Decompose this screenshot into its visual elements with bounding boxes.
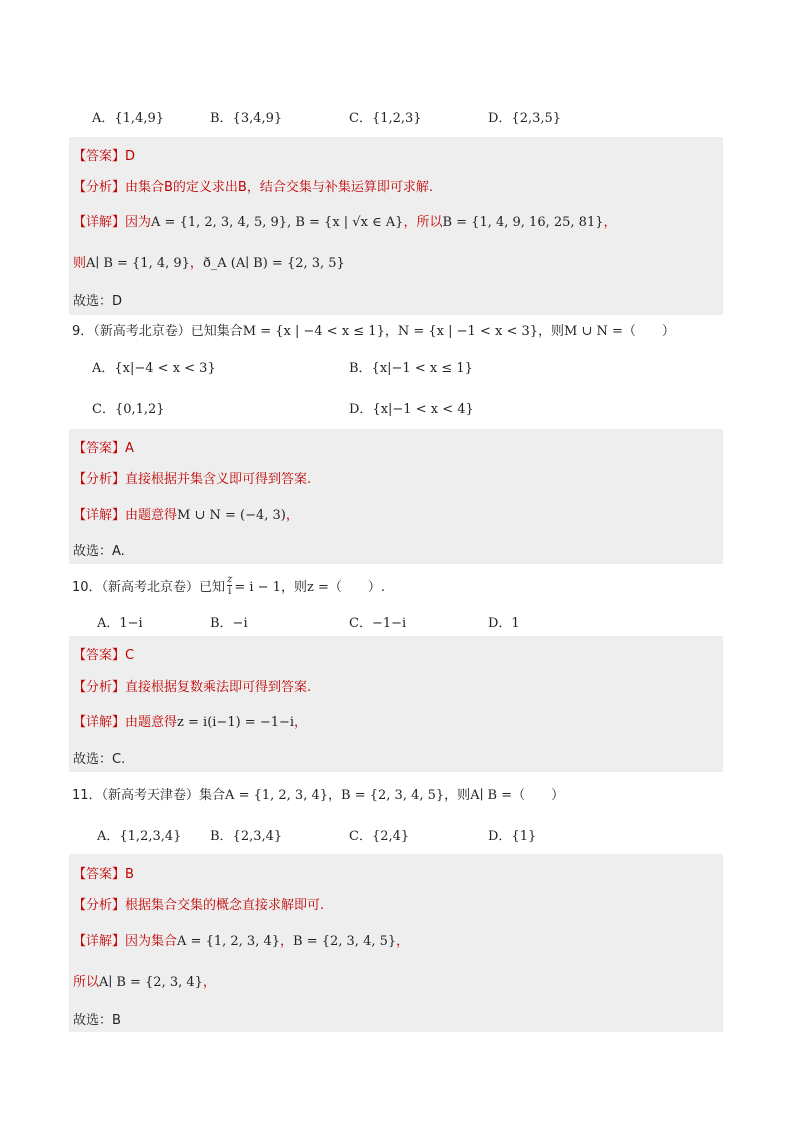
q9-option-c: C．{0,1,2} [92,402,165,417]
detail-math: A∣ B = {1, 4, 9} [86,256,190,271]
detail-tag: 【详解】 [73,934,126,949]
q10-title [72,576,385,599]
detail-tag: 【详解】 [73,715,126,730]
q9-choice-line [73,540,125,559]
q10-title-math: z = [306,580,329,595]
q11-title-text: （ ） [512,788,565,803]
q10-option-c: C．−1−i [349,616,407,631]
q9-title-math: M ∪ N = [564,324,623,339]
detail-text: 所以 [73,975,100,990]
q11-title-text: ， [328,788,342,803]
q11-option-c: C．{2,4} [349,829,410,844]
detail-math: A = {1, 2, 3, 4, 5, 9}, B = {x | √x ∈ A} [151,215,404,230]
q9-title-text: ， [384,324,398,339]
detail-text: ， [285,508,299,523]
q11-option-b: B．{2,3,4} [210,829,283,844]
detail-text: ， [280,934,294,949]
q11-choice-line [73,1009,121,1028]
q9-answer-block [69,429,723,564]
q9-options-row2 [0,398,794,420]
q9-title-text: （ ） [622,324,675,339]
q9-option-a: A．{x|−4 < x < 3} [92,361,216,376]
q9-analysis-line [73,468,311,487]
detail-text: 由题意得 [125,508,178,523]
detail-text: ， [202,975,216,990]
q9-options-row1 [0,357,794,379]
q11-analysis-line [73,894,324,913]
answer-tag: 【答案】 [73,149,126,164]
detail-text: 因为 [125,215,152,230]
answer-value: A [125,441,134,456]
q10-title-text: （ ）. [328,580,385,595]
analysis-tag: 【分析】 [73,898,126,913]
q8-analysis-line [73,176,433,195]
q11-title-math: A∣ B = [470,788,513,803]
analysis-tag: 【分析】 [73,472,126,487]
analysis-text: 直接根据复数乘法即可得到答案. [125,680,312,695]
q8-options [0,107,794,129]
q10-answer-block [69,636,723,772]
q8-answer-line [73,145,135,164]
detail-text: ， [294,715,308,730]
q11-detail-line-2 [73,971,216,990]
choice-text: 故选：A. [73,544,125,559]
detail-math: M ∪ N = (−4, 3) [177,508,286,523]
q9-answer-line [73,437,134,456]
detail-math: A = {1, 2, 3, 4} [177,934,280,949]
answer-tag: 【答案】 [73,441,126,456]
q11-title [72,784,564,803]
q9-detail-line [73,504,299,523]
analysis-text: 由集合B的定义求出B，结合交集与补集运算即可求解. [125,180,433,195]
detail-text: ， [603,215,617,230]
detail-text: ， [396,934,410,949]
q10-detail-line [73,711,307,730]
analysis-text: 直接根据并集含义即可得到答案. [125,472,312,487]
q11-title-text: 11．（新高考天津卷）集合 [72,788,226,803]
detail-text: ，所以 [403,215,443,230]
q8-detail-line-2 [73,252,345,271]
detail-math: z = i(i−1) = −1−i [177,715,295,730]
answer-tag: 【答案】 [73,867,126,882]
choice-text: 故选：C. [73,752,126,767]
fraction-denominator: i [228,586,232,597]
q8-choice-line [73,290,122,309]
q10-option-d: D．1 [488,616,520,631]
q11-title-text: ，则 [444,788,471,803]
q11-option-d: D．{1} [488,829,537,844]
answer-tag: 【答案】 [73,648,126,663]
q8-option-d: D．{2,3,5} [488,111,562,126]
q11-answer-block [69,854,723,1032]
detail-math: A∣ B = {2, 3, 4} [99,975,203,990]
q8-option-a: A．{1,4,9} [92,111,165,126]
q10-answer-line [73,644,134,663]
q10-fraction [227,574,232,597]
q8-option-b: B．{3,4,9} [210,111,283,126]
q10-title-text: ，则 [280,580,307,595]
detail-text: 则 [73,256,87,271]
q10-options [0,612,794,634]
analysis-text: 根据集合交集的概念直接求解即可. [125,898,325,913]
analysis-tag: 【分析】 [73,680,126,695]
q11-answer-line [73,863,134,882]
q10-analysis-line [73,676,311,695]
q9-title-math: M = {x | −4 < x ≤ 1} [242,324,385,339]
answer-value: D [125,149,136,164]
q10-choice-line [73,748,125,767]
answer-value: B [125,867,134,882]
detail-math: B = {1, 4, 9, 16, 25, 81} [442,215,604,230]
analysis-tag: 【分析】 [73,180,126,195]
q9-title-text: ，则 [538,324,565,339]
q11-title-math: A = {1, 2, 3, 4} [225,788,329,803]
q11-option-a: A．{1,2,3,4} [97,829,182,844]
q11-detail-line [73,930,409,949]
detail-tag: 【详解】 [73,508,126,523]
q11-options [0,825,794,847]
q9-option-b: B．{x|−1 < x ≤ 1} [349,361,473,376]
detail-tag: 【详解】 [73,215,126,230]
q8-option-c: C．{1,2,3} [349,111,422,126]
q9-option-d: D．{x|−1 < x < 4} [349,402,474,417]
q10-title-text: 10．（新高考北京卷）已知 [72,580,226,595]
q10-title-math: = i − 1 [234,580,281,595]
q9-title [72,320,675,339]
q8-detail-line [73,211,617,230]
q10-option-a: A．1−i [97,616,143,631]
answer-value: C [125,648,135,663]
detail-math: ð_A (A∣ B) = {2, 3, 5} [202,256,345,271]
q8-answer-block [69,137,723,315]
choice-text: 故选：D [73,294,123,309]
detail-text: 由题意得 [125,715,178,730]
choice-text: 故选：B [73,1013,121,1028]
detail-text: ， [189,256,203,271]
q10-option-b: B．−i [210,616,248,631]
q9-title-text: 9．（新高考北京卷）已知集合 [72,324,243,339]
q9-title-math: N = {x | −1 < x < 3} [397,324,539,339]
q11-title-math: B = {2, 3, 4, 5} [341,788,445,803]
detail-text: 因为集合 [125,934,178,949]
detail-math: B = {2, 3, 4, 5} [293,934,397,949]
fraction-numerator: z [227,574,233,585]
